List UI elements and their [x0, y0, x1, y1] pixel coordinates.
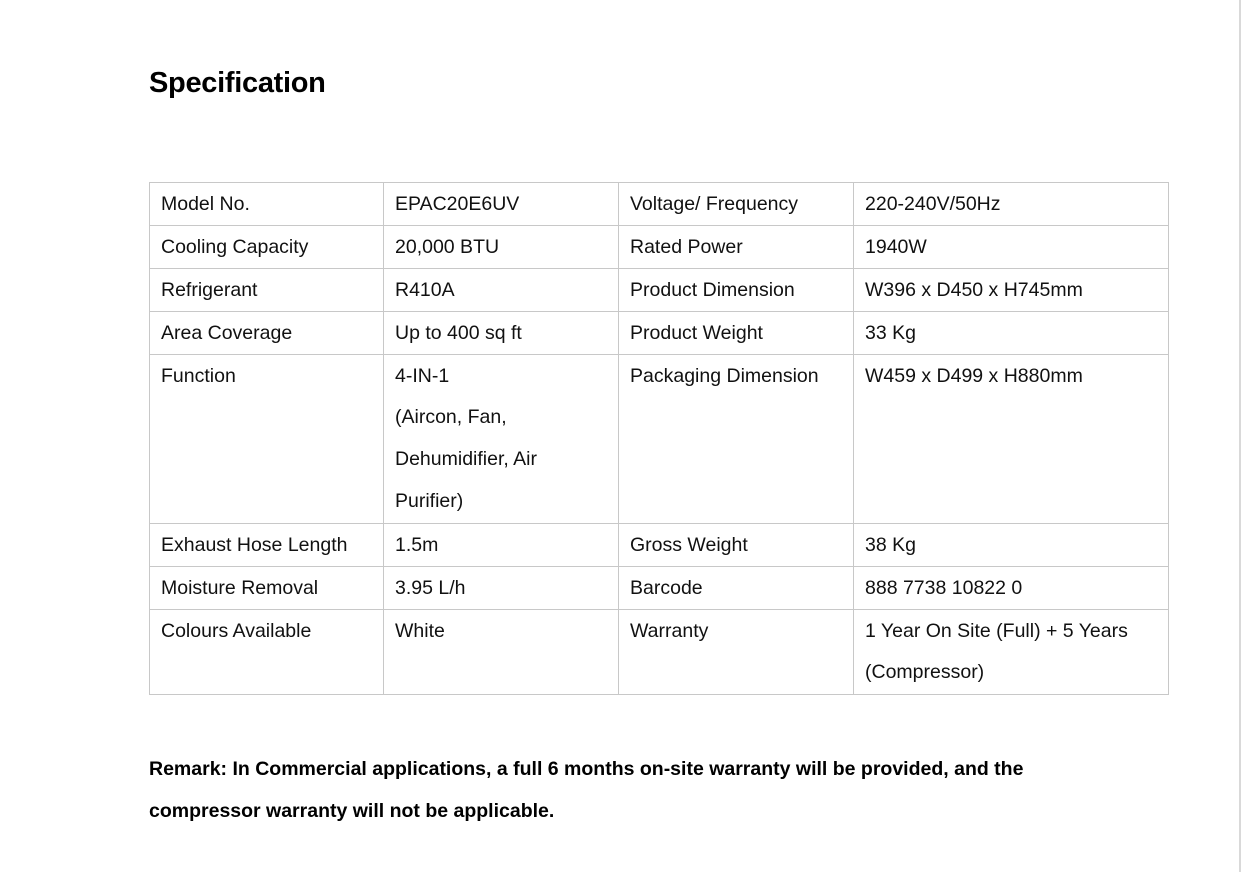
spec-value: 38 Kg	[854, 524, 1169, 567]
spec-label: Warranty	[619, 610, 854, 695]
spec-value: 33 Kg	[854, 312, 1169, 355]
page-title: Specification	[149, 67, 326, 99]
specification-table	[149, 182, 1169, 695]
spec-label: Exhaust Hose Length	[150, 524, 384, 567]
spec-value: W459 x D499 x H880mm	[854, 355, 1169, 524]
warranty-remark	[149, 748, 1149, 832]
table-row	[150, 183, 1169, 226]
spec-value: White	[384, 610, 619, 695]
spec-value: 20,000 BTU	[384, 226, 619, 269]
spec-label: Barcode	[619, 567, 854, 610]
table-row	[150, 269, 1169, 312]
remark-line: Remark: In Commercial applications, a full 6 months on-site warranty will be provided, and the	[149, 758, 1024, 780]
spec-value: 1.5m	[384, 524, 619, 567]
spec-label: Product Dimension	[619, 269, 854, 312]
spec-label: Packaging Dimension	[619, 355, 854, 524]
spec-label: Function	[150, 355, 384, 524]
table-row	[150, 610, 1169, 695]
spec-label: Rated Power	[619, 226, 854, 269]
spec-label: Voltage/ Frequency	[619, 183, 854, 226]
spec-label: Cooling Capacity	[150, 226, 384, 269]
table-row	[150, 567, 1169, 610]
spec-value: EPAC20E6UV	[384, 183, 619, 226]
remark-line: compressor warranty will not be applicable.	[149, 800, 555, 822]
table-row	[150, 524, 1169, 567]
table-row	[150, 312, 1169, 355]
spec-label: Refrigerant	[150, 269, 384, 312]
spec-label: Gross Weight	[619, 524, 854, 567]
spec-value: 220-240V/50Hz	[854, 183, 1169, 226]
spec-value: W396 x D450 x H745mm	[854, 269, 1169, 312]
spec-value: 888 7738 10822 0	[854, 567, 1169, 610]
table-row	[150, 355, 1169, 524]
spec-label: Area Coverage	[150, 312, 384, 355]
spec-label: Colours Available	[150, 610, 384, 695]
spec-label: Product Weight	[619, 312, 854, 355]
spec-value: 4-IN-1 (Aircon, Fan, Dehumidifier, Air Purifier)	[384, 355, 619, 524]
spec-value: 1940W	[854, 226, 1169, 269]
spec-label: Model No.	[150, 183, 384, 226]
spec-value: 1 Year On Site (Full) + 5 Years (Compressor)	[854, 610, 1169, 695]
spec-value: 3.95 L/h	[384, 567, 619, 610]
spec-value: Up to 400 sq ft	[384, 312, 619, 355]
table-row	[150, 226, 1169, 269]
spec-label: Moisture Removal	[150, 567, 384, 610]
spec-value: R410A	[384, 269, 619, 312]
